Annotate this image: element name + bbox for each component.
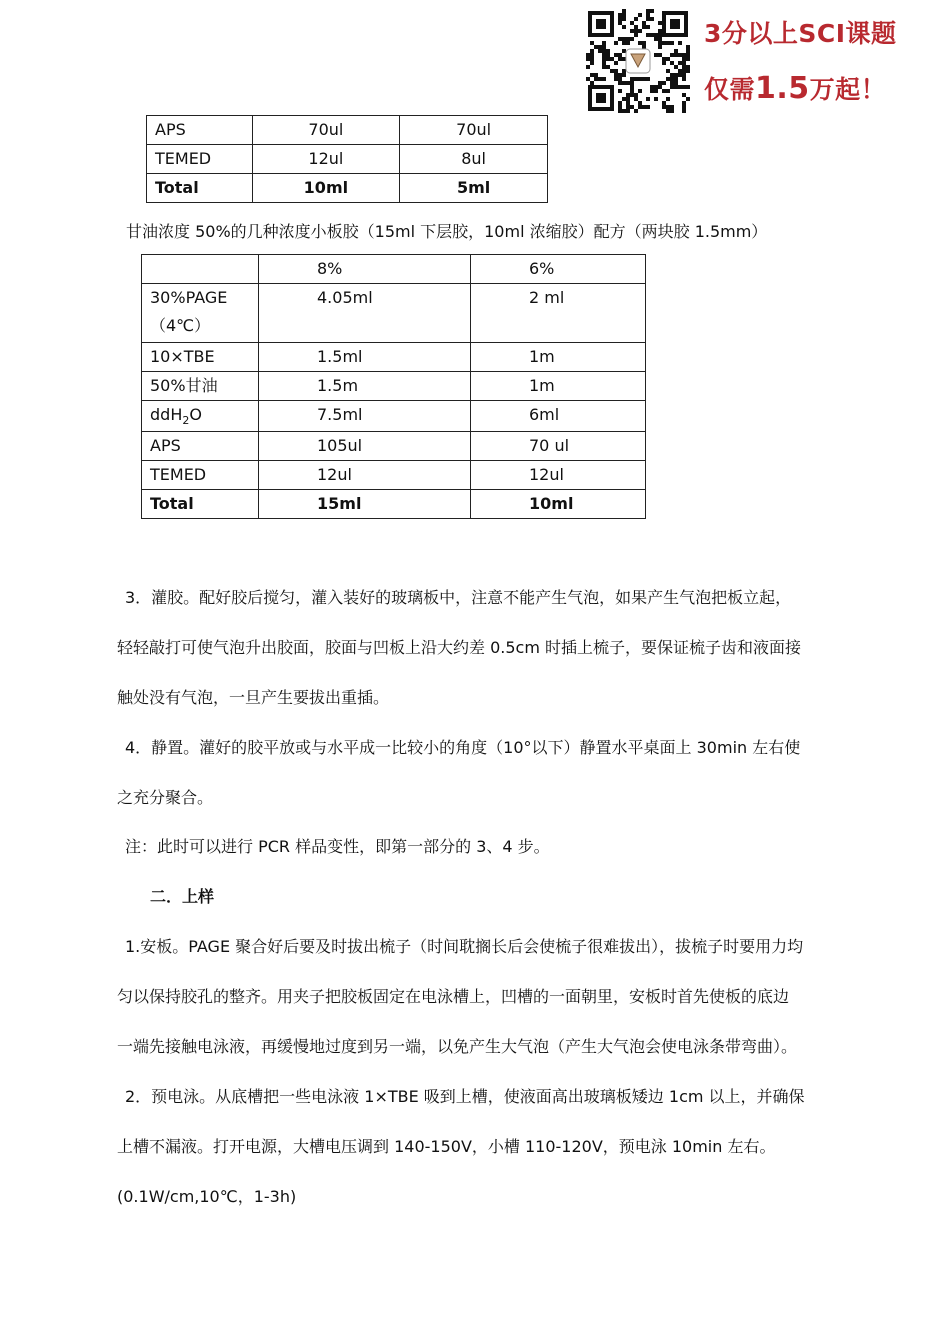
water-suffix: O [189, 405, 202, 424]
qr-module [670, 73, 674, 77]
water-prefix: ddH [150, 405, 183, 424]
qr-module [686, 49, 690, 53]
qr-module [646, 9, 650, 13]
qr-module [590, 73, 594, 77]
qr-module [670, 105, 674, 109]
qr-module [674, 65, 678, 69]
qr-module [682, 105, 686, 109]
table-row [142, 343, 646, 372]
qr-module [622, 17, 626, 21]
qr-module [682, 69, 686, 73]
paragraph-step4-line2: 之充分聚合。 [117, 788, 214, 807]
table-cell: 5ml [400, 174, 548, 203]
table-row [142, 461, 646, 490]
qr-module [626, 105, 630, 109]
table-caption: 甘油浓度 50%的几种浓度小板胶（15ml 下层胶，10ml 浓缩胶）配方（两块胶 1.5mm） [126, 222, 768, 241]
table-row [147, 116, 548, 145]
qr-module [594, 73, 598, 77]
table-cell: Total [142, 490, 259, 519]
qr-module [594, 45, 598, 49]
qr-module [666, 109, 670, 113]
qr-module [610, 69, 614, 73]
qr-module [678, 61, 682, 65]
qr-module [646, 33, 650, 37]
qr-module [678, 69, 682, 73]
qr-module [626, 93, 630, 97]
qr-module [674, 85, 678, 89]
qr-module [682, 61, 686, 65]
qr-module [646, 77, 650, 81]
qr-module [686, 57, 690, 61]
qr-module [610, 57, 614, 61]
qr-module [630, 85, 634, 89]
section-heading: 二．上样 [150, 887, 215, 906]
qr-module [674, 53, 678, 57]
qr-module [666, 57, 670, 61]
table-cell: Total [147, 174, 253, 203]
qr-module [622, 69, 626, 73]
qr-module [654, 89, 658, 93]
qr-module [634, 29, 638, 33]
qr-module [686, 53, 690, 57]
table-row [142, 372, 646, 401]
qr-module [658, 21, 662, 25]
table-cell: 10ml [471, 490, 646, 519]
qr-module [662, 61, 666, 65]
paragraph-load1-line3: 一端先接触电泳液，再缓慢地过度到另一端，以免产生大气泡（产生大气泡会使电泳条带弯曲）。 [117, 1037, 798, 1056]
table-header-cell: 8% [259, 255, 471, 284]
qr-module [590, 49, 594, 53]
paragraph-prerun-line1: 2．预电泳。从底槽把一些电泳液 1×TBE 吸到上槽，使液面高出玻璃板矮边 1cm 以上，并确保 [125, 1087, 805, 1106]
table-cell: 8ul [400, 145, 548, 174]
table-cell: 10×TBE [142, 343, 259, 372]
qr-module [586, 57, 590, 61]
table-cell: APS [147, 116, 253, 145]
qr-module [586, 65, 590, 69]
qr-module [686, 65, 690, 69]
qr-module [634, 93, 638, 97]
qr-module [590, 41, 594, 45]
table-cell: 70ul [400, 116, 548, 145]
qr-module [670, 61, 674, 65]
table-cell: 1.5ml [259, 343, 471, 372]
table-cell: 70ul [252, 116, 400, 145]
qr-module [678, 41, 682, 45]
qr-module [662, 101, 666, 105]
qr-module [662, 105, 666, 109]
qr-module [634, 17, 638, 21]
qr-module [590, 61, 594, 65]
qr-module [618, 105, 622, 109]
qr-module [642, 105, 646, 109]
qr-module [658, 45, 662, 49]
qr-module [650, 9, 654, 13]
qr-module [646, 105, 650, 109]
qr-module [670, 77, 674, 81]
qr-module [654, 37, 658, 41]
qr-module [662, 57, 666, 61]
qr-module [618, 37, 622, 41]
table-row [147, 145, 548, 174]
table-cell: 6ml [471, 401, 646, 432]
qr-module [682, 85, 686, 89]
qr-module [590, 81, 594, 85]
qr-module [626, 81, 630, 85]
qr-module [646, 17, 650, 21]
qr-module [658, 53, 662, 57]
table-cell [142, 255, 259, 284]
qr-module [586, 53, 590, 57]
qr-module [670, 85, 674, 89]
qr-module [642, 25, 646, 29]
qr-module [614, 61, 618, 65]
table-cell: 12ul [471, 461, 646, 490]
qr-module [666, 89, 670, 93]
water-subscript: 2 [182, 414, 190, 427]
qr-module [602, 49, 606, 53]
qr-module [650, 33, 654, 37]
qr-module [662, 81, 666, 85]
qr-module [658, 37, 662, 41]
qr-module [626, 101, 630, 105]
table-cell [142, 401, 259, 432]
qr-module [682, 101, 686, 105]
qr-module [602, 61, 606, 65]
qr-module [630, 81, 634, 85]
qr-module [622, 57, 626, 61]
qr-module [666, 41, 670, 45]
qr-module [626, 41, 630, 45]
table-cell: 12ul [252, 145, 400, 174]
qr-module [630, 21, 634, 25]
qr-module [598, 77, 602, 81]
qr-module [638, 89, 642, 93]
ad-line-2-suffix: 万起！ [809, 75, 887, 104]
qr-module [602, 77, 606, 81]
qr-module [602, 57, 606, 61]
qr-module [658, 33, 662, 37]
qr-module [682, 53, 686, 57]
qr-module [622, 37, 626, 41]
qr-module [614, 77, 618, 81]
qr-module [642, 41, 646, 45]
table-cell: 50%甘油 [142, 372, 259, 401]
table-cell: 1m [471, 343, 646, 372]
table-cell: TEMED [142, 461, 259, 490]
table-header-row [142, 255, 646, 284]
qr-module [654, 53, 658, 57]
paragraph-step3-line2: 轻轻敲打可使气泡升出胶面，胶面与凹板上沿大约差 0.5cm 时插上梳子，要保证梳子齿和液面接 [117, 638, 802, 657]
qr-module [630, 37, 634, 41]
table-row [142, 401, 646, 432]
recipe-table-1 [146, 115, 548, 203]
paragraph-load1-line1: 1.安板。PAGE 聚合好后要及时拔出梳子（时间耽搁长后会使梳子很难拔出），拔梳子时要用力均 [125, 937, 804, 956]
qr-module [622, 73, 626, 77]
qr-module [630, 93, 634, 97]
qr-module [586, 77, 590, 81]
qr-module [666, 69, 670, 73]
qr-module [666, 97, 670, 101]
qr-module [614, 53, 618, 57]
table-cell: 7.5ml [259, 401, 471, 432]
qr-module [606, 57, 610, 61]
page-label: 30%PAGE [150, 288, 228, 307]
qr-module [614, 41, 618, 45]
qr-module [638, 77, 642, 81]
qr-module [634, 25, 638, 29]
table-cell: APS [142, 432, 259, 461]
table-cell: 2 ml [471, 284, 646, 343]
qr-module [650, 17, 654, 21]
paragraph-load1-line2: 匀以保持胶孔的整齐。用夹子把胶板固定在电泳槽上，凹槽的一面朝里，安板时首先使板的底边 [117, 987, 790, 1006]
qr-module [674, 77, 678, 81]
qr-module [650, 89, 654, 93]
qr-module [682, 93, 686, 97]
qr-module [598, 45, 602, 49]
ad-line-1: 3分以上SCI课题 [704, 19, 897, 48]
qr-module [670, 81, 674, 85]
qr-module [622, 49, 626, 53]
qr-module [606, 49, 610, 53]
table-cell: 1.5m [259, 372, 471, 401]
qr-module [662, 41, 666, 45]
qr-module [606, 65, 610, 69]
qr-module [602, 65, 606, 69]
qr-module [674, 73, 678, 77]
qr-module [614, 69, 618, 73]
qr-module [642, 21, 646, 25]
qr-module [622, 97, 626, 101]
qr-module [630, 77, 634, 81]
table-cell: 1m [471, 372, 646, 401]
table-cell: 105ul [259, 432, 471, 461]
qr-module [630, 29, 634, 33]
qr-module [598, 49, 602, 53]
qr-module [654, 97, 658, 101]
qr-module [618, 53, 622, 57]
qr-module [646, 97, 650, 101]
qr-module [622, 13, 626, 17]
qr-module [626, 109, 630, 113]
qr-module [666, 77, 670, 81]
qr-module [622, 41, 626, 45]
qr-code[interactable] [586, 9, 690, 113]
qr-module [602, 45, 606, 49]
paragraph-step3-line1: 3．灌胶。配好胶后搅匀，灌入装好的玻璃板中，注意不能产生气泡，如果产生气泡把板立起， [125, 588, 792, 607]
qr-module [678, 53, 682, 57]
qr-module [670, 109, 674, 113]
ad-price: 1.5 [755, 71, 810, 106]
qr-module [618, 73, 622, 77]
paragraph-step4-line1: 4．静置。灌好的胶平放或与水平成一比较小的角度（10°以下）静置水平桌面上 30min 左右使 [125, 738, 801, 757]
qr-module [626, 97, 630, 101]
qr-module [622, 9, 626, 13]
qr-module [682, 65, 686, 69]
qr-module [622, 81, 626, 85]
qr-module [634, 97, 638, 101]
table-row [142, 284, 646, 343]
qr-module [614, 73, 618, 77]
qr-module [594, 77, 598, 81]
qr-module [638, 13, 642, 17]
table-cell: 12ul [259, 461, 471, 490]
qr-module [670, 53, 674, 57]
qr-module [638, 105, 642, 109]
qr-module [658, 81, 662, 85]
page-label-temp: （4℃） [150, 316, 211, 335]
qr-module [606, 53, 610, 57]
qr-module [658, 41, 662, 45]
qr-module [658, 85, 662, 89]
qr-module [686, 69, 690, 73]
qr-module [650, 85, 654, 89]
qr-module [646, 25, 650, 29]
qr-module [682, 77, 686, 81]
qr-module [638, 101, 642, 105]
qr-module [642, 45, 646, 49]
qr-module [590, 53, 594, 57]
qr-module [622, 109, 626, 113]
qr-module [618, 109, 622, 113]
qr-module [674, 49, 678, 53]
qr-module [618, 13, 622, 17]
table-cell: 10ml [252, 174, 400, 203]
qr-module [686, 97, 690, 101]
qr-module [630, 89, 634, 93]
qr-module [654, 85, 658, 89]
qr-module [666, 105, 670, 109]
qr-module [682, 57, 686, 61]
qr-module [618, 17, 622, 21]
qr-module [662, 89, 666, 93]
qr-module [602, 53, 606, 57]
table-row-total [142, 490, 646, 519]
qr-module [674, 81, 678, 85]
table-row [142, 432, 646, 461]
qr-module [678, 73, 682, 77]
table-header-cell: 6% [471, 255, 646, 284]
paragraph-prerun-line3: (0.1W/cm,10℃，1-3h) [117, 1187, 297, 1206]
qr-module [618, 77, 622, 81]
paragraph-step3-line3: 触处没有气泡，一旦产生要拔出重插。 [117, 688, 390, 707]
ad-line-2 [704, 70, 886, 106]
qr-module [618, 101, 622, 105]
table-cell: 70 ul [471, 432, 646, 461]
qr-module [678, 85, 682, 89]
ad-line-2-prefix: 仅需 [704, 75, 756, 104]
qr-module [682, 73, 686, 77]
qr-module [618, 21, 622, 25]
qr-module [618, 57, 622, 61]
qr-code-icon [586, 9, 690, 113]
qr-module [682, 109, 686, 113]
paragraph-prerun-line2: 上槽不漏液。打开电源，大槽电压调到 140-150V，小槽 110-120V，预电泳 10min 左右。 [117, 1137, 776, 1156]
qr-module [634, 77, 638, 81]
qr-module [634, 33, 638, 37]
qr-module [654, 33, 658, 37]
table-cell: 15ml [259, 490, 471, 519]
table-row-total [147, 174, 548, 203]
qr-module [658, 29, 662, 33]
qr-module [618, 89, 622, 93]
qr-module [670, 41, 674, 45]
qr-module [634, 109, 638, 113]
qr-module [686, 45, 690, 49]
table-cell: 4.05ml [259, 284, 471, 343]
qr-module [638, 29, 642, 33]
qr-module [602, 41, 606, 45]
qr-module [626, 37, 630, 41]
qr-module [630, 105, 634, 109]
qr-module [646, 13, 650, 17]
qr-module [622, 25, 626, 29]
recipe-table-2 [141, 254, 646, 519]
note: 注：此时可以进行 PCR 样品变性，即第一部分的 3、4 步。 [125, 837, 550, 856]
qr-module [686, 85, 690, 89]
table-cell [142, 284, 259, 343]
table-cell: TEMED [147, 145, 253, 174]
qr-module [590, 57, 594, 61]
qr-module [642, 77, 646, 81]
qr-module [618, 81, 622, 85]
qr-module [638, 41, 642, 45]
